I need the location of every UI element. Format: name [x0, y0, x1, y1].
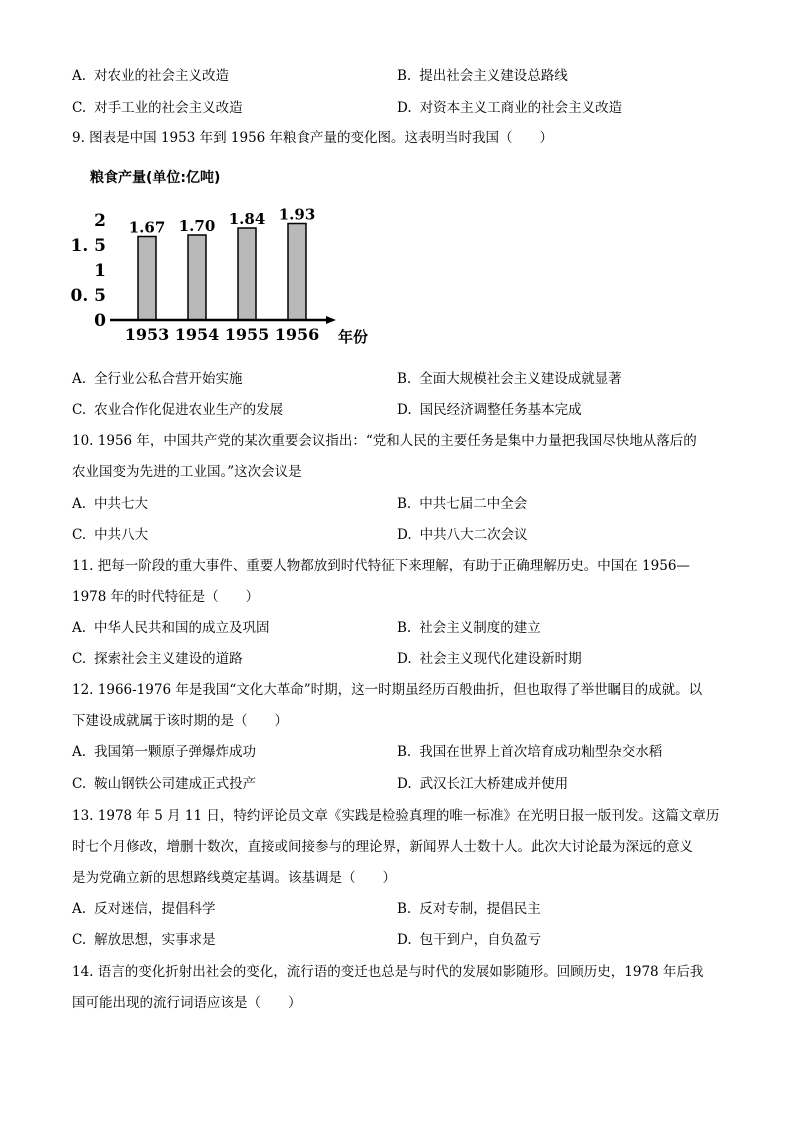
- option-label: C.: [72, 651, 87, 667]
- bar-value-label: 1.84: [228, 210, 266, 228]
- y-tick-label: 1: [94, 261, 106, 281]
- option-label: B.: [397, 68, 412, 84]
- bar: [238, 228, 256, 320]
- bar: [188, 235, 206, 320]
- q14-stem-line-2: 国可能出现的流行词语应该是（ ）: [72, 995, 302, 1011]
- q11-option-b: [397, 618, 541, 638]
- q9-option-b: [397, 369, 622, 389]
- q10-stem-line-1: 10. 1956 年，中国共产党的某次重要会议指出：“党和人民的主要任务是集中力量把我国尽快地从落后的: [72, 433, 697, 449]
- q8-option-a: [72, 66, 229, 86]
- q12-stem-line-1: 12. 1966-1976 年是我国“文化大革命”时期，这一时期虽经历百般曲折，但也取得了举世瞩目的成就。以: [72, 682, 703, 698]
- option-text: 对手工业的社会主义改造: [94, 100, 243, 116]
- q12-option-b: [397, 742, 662, 762]
- x-tick-label: 1956: [274, 325, 320, 344]
- option-label: C.: [72, 527, 87, 543]
- q11-option-a: [72, 618, 270, 638]
- option-label: C.: [72, 402, 87, 418]
- x-axis-arrow: [326, 316, 336, 324]
- q12-option-c: [72, 774, 256, 794]
- option-label: A.: [72, 496, 87, 512]
- q11-stem-line-2: 1978 年的时代特征是（ ）: [72, 589, 260, 605]
- option-text: 中华人民共和国的成立及巩固: [94, 620, 270, 636]
- option-label: C.: [72, 100, 87, 116]
- option-text: 社会主义制度的建立: [419, 620, 541, 636]
- q9-option-c: [72, 400, 283, 420]
- option-label: B.: [397, 620, 412, 636]
- option-label: B.: [397, 744, 412, 760]
- option-text: 武汉长江大桥建成并使用: [419, 776, 569, 792]
- bar: [138, 237, 156, 321]
- option-label: D.: [397, 932, 412, 948]
- chart-title: 粮食产量(单位:亿吨): [90, 170, 221, 186]
- option-text: 反对迷信，提倡科学: [94, 901, 216, 917]
- q9-stem: 9. 图表是中国 1953 年到 1956 年粮食产量的变化图。这表明当时我国（ ）: [72, 130, 554, 146]
- option-label: D.: [397, 402, 412, 418]
- y-tick-label: 1. 5: [70, 236, 106, 256]
- option-label: A.: [72, 620, 87, 636]
- option-text: 中共八大: [94, 527, 149, 543]
- x-tick-label: 1954: [174, 325, 220, 344]
- q12-option-a: [72, 742, 256, 762]
- option-text: 中共八大二次会议: [419, 527, 528, 543]
- option-text: 反对专制，提倡民主: [419, 901, 541, 917]
- q13-option-d: [397, 930, 541, 950]
- option-label: D.: [397, 651, 412, 667]
- q12-stem-line-2: 下建设成就属于该时期的是（ ）: [72, 713, 288, 729]
- option-text: 鞍山钢铁公司建成正式投产: [94, 776, 257, 792]
- q8-option-c: [72, 98, 243, 118]
- y-tick-label: 0. 5: [70, 286, 106, 306]
- option-text: 社会主义现代化建设新时期: [419, 651, 582, 667]
- option-text: 包干到户，自负盈亏: [419, 932, 542, 948]
- option-text: 对农业的社会主义改造: [94, 68, 230, 84]
- option-label: C.: [72, 776, 87, 792]
- q11-option-c: [72, 649, 243, 669]
- q10-stem-line-2: 农业国变为先进的工业国。”这次会议是: [72, 464, 302, 480]
- option-text: 全行业公私合营开始实施: [94, 371, 243, 387]
- option-label: D.: [397, 100, 412, 116]
- q9-option-a: [72, 369, 243, 389]
- option-label: C.: [72, 932, 87, 948]
- x-tick-label: 1955: [224, 325, 270, 344]
- bar: [288, 224, 306, 321]
- q11-stem-line-1: 11. 把每一阶段的重大事件、重要人物都放到时代特征下来理解，有助于正确理解历史。中国在 1956—: [72, 558, 690, 574]
- option-text: 提出社会主义建设总路线: [419, 68, 568, 84]
- option-label: D.: [397, 527, 412, 543]
- q13-option-b: [397, 899, 541, 919]
- option-label: B.: [397, 496, 412, 512]
- x-tick-label: 1953: [124, 325, 170, 344]
- option-label: B.: [397, 371, 412, 387]
- option-label: A.: [72, 744, 87, 760]
- option-text: 对资本主义工商业的社会主义改造: [419, 100, 623, 116]
- x-axis-title: 年份: [338, 328, 369, 346]
- option-text: 探索社会主义建设的道路: [94, 651, 243, 667]
- q12-option-d: [397, 774, 568, 794]
- q13-option-c: [72, 930, 216, 950]
- q10-option-a: [72, 494, 148, 514]
- option-text: 国民经济调整任务基本完成: [419, 402, 582, 418]
- q13-stem-line-3: 是为党确立新的思想路线奠定基调。该基调是（ ）: [72, 870, 396, 886]
- q10-option-b: [397, 494, 527, 514]
- y-tick-label: 2: [94, 211, 106, 231]
- option-label: A.: [72, 901, 87, 917]
- option-text: 解放思想，实事求是: [94, 932, 216, 948]
- q13-option-a: [72, 899, 216, 919]
- option-text: 中共七届二中全会: [419, 496, 528, 512]
- option-text: 农业合作化促进农业生产的发展: [94, 402, 284, 418]
- option-text: 中共七大: [94, 496, 149, 512]
- bar-value-label: 1.70: [178, 217, 216, 235]
- q8-option-b: [397, 66, 568, 86]
- option-text: 我国第一颗原子弹爆炸成功: [94, 744, 257, 760]
- bar-value-label: 1.67: [128, 218, 166, 237]
- option-text: 我国在世界上首次培育成功籼型杂交水稻: [419, 744, 663, 760]
- q11-option-d: [397, 649, 582, 669]
- q10-option-c: [72, 525, 148, 545]
- q13-stem-line-1: 13. 1978 年 5 月 11 日，特约评论员文章《实践是检验真理的唯一标准》在光明日报一版刊发。这篇文章历: [72, 808, 720, 824]
- q13-stem-line-2: 时七个月修改，增删十数次，直接或间接参与的理论界，新闻界人士数十人。此次大讨论最为深远的意义: [72, 839, 693, 855]
- q9-option-d: [397, 400, 582, 420]
- y-tick-label: 0: [94, 311, 106, 331]
- option-text: 全面大规模社会主义建设成就显著: [419, 371, 622, 387]
- option-label: A.: [72, 68, 87, 84]
- q10-option-d: [397, 525, 528, 545]
- option-label: A.: [72, 371, 87, 387]
- bar-value-label: 1.93: [278, 205, 316, 224]
- option-label: D.: [397, 776, 412, 792]
- grain-output-chart: [70, 162, 369, 352]
- q8-option-d: [397, 98, 622, 118]
- option-label: B.: [397, 901, 412, 917]
- q14-stem-line-1: 14. 语言的变化折射出社会的变化，流行语的变迁也总是与时代的发展如影随形。回顾历史，1978 年后我: [72, 964, 704, 980]
